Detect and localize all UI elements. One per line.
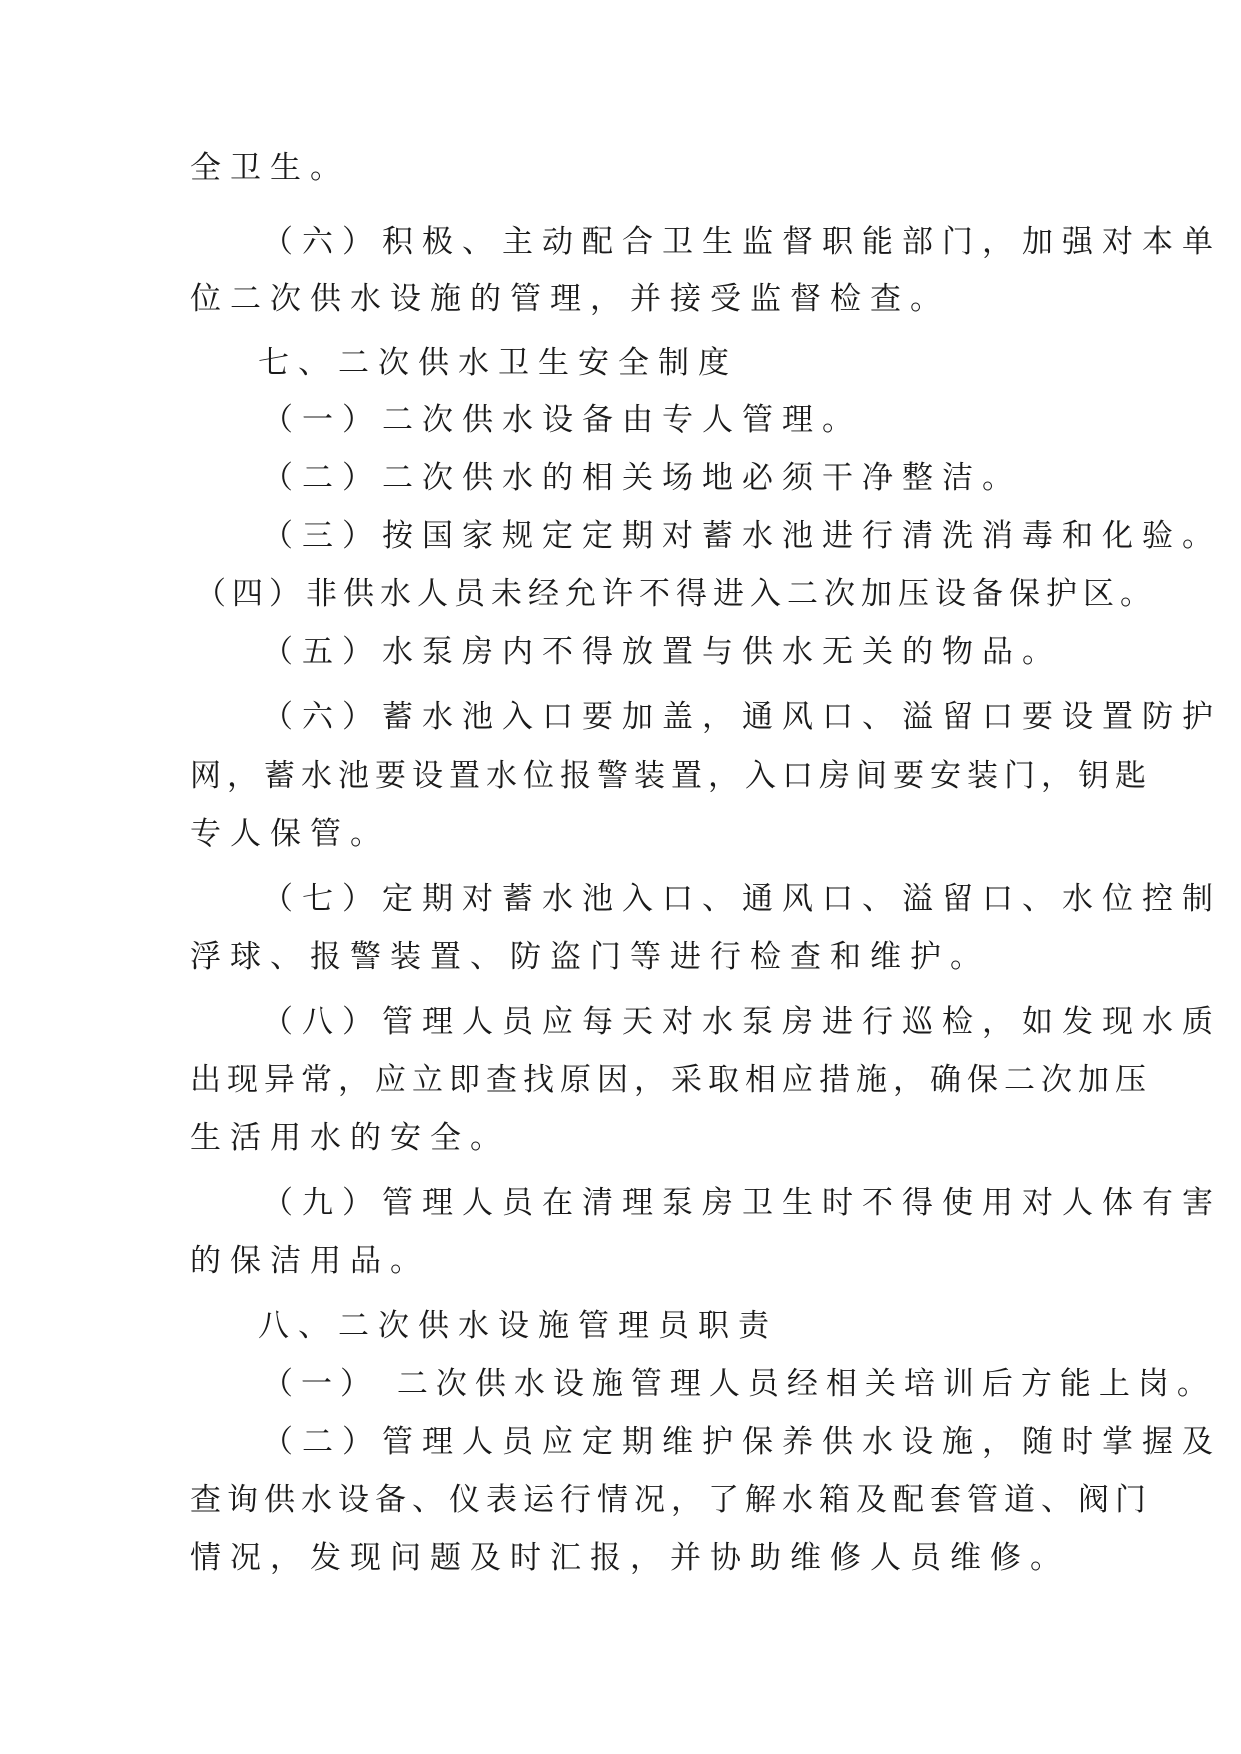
text-line: 情况，发现问题及时汇报，并协助维修人员维修。 — [190, 1540, 1070, 1576]
text-line: 的保洁用品。 — [190, 1243, 430, 1279]
text-line: （二）管理人员应定期维护保养供水设施，随时掌握及 — [262, 1424, 1222, 1460]
text-line: 查询供水设备、仪表运行情况，了解水箱及配套管道、阀门 — [190, 1482, 1152, 1518]
text-line: 生活用水的安全。 — [190, 1120, 510, 1156]
text-line: （二）二次供水的相关场地必须干净整洁。 — [262, 460, 1022, 496]
text-line: （七）定期对蓄水池入口、通风口、溢留口、水位控制 — [262, 881, 1222, 917]
text-line: （一） 二次供水设施管理人员经相关培训后方能上岗。 — [262, 1366, 1216, 1402]
text-line: （六）蓄水池入口要加盖，通风口、溢留口要设置防护 — [262, 699, 1222, 735]
text-line: 位二次供水设施的管理，并接受监督检查。 — [190, 281, 950, 317]
text-line: （三）按国家规定定期对蓄水池进行清洗消毒和化验。 — [262, 518, 1222, 554]
section-heading: 七、二次供水卫生安全制度 — [258, 345, 738, 381]
text-line: （六）积极、主动配合卫生监督职能部门，加强对本单 — [262, 224, 1222, 260]
text-line: （四）非供水人员未经允许不得进入二次加压设备保护区。 — [195, 576, 1157, 612]
text-line: （九）管理人员在清理泵房卫生时不得使用对人体有害 — [262, 1185, 1222, 1221]
text-line: （一）二次供水设备由专人管理。 — [262, 402, 862, 438]
text-line: （八）管理人员应每天对水泵房进行巡检，如发现水质 — [262, 1004, 1222, 1040]
text-line: 全卫生。 — [190, 150, 350, 186]
section-heading: 八、二次供水设施管理员职责 — [258, 1308, 778, 1344]
text-line: 专人保管。 — [190, 816, 390, 852]
text-line: 出现异常，应立即查找原因，采取相应措施，确保二次加压 — [190, 1062, 1152, 1098]
text-line: 浮球、报警装置、防盗门等进行检查和维护。 — [190, 939, 990, 975]
text-line: （五）水泵房内不得放置与供水无关的物品。 — [262, 634, 1062, 670]
text-line: 网，蓄水池要设置水位报警装置，入口房间要安装门，钥匙 — [190, 758, 1152, 794]
